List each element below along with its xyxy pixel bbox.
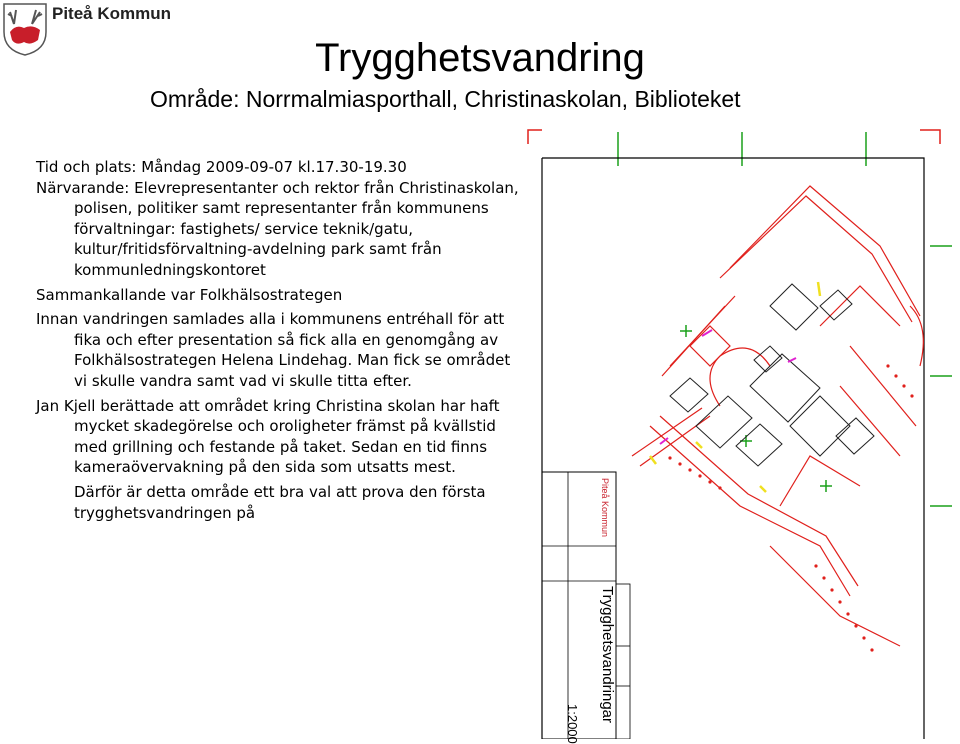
body-text <box>36 157 526 527</box>
conclusion-text: Därför är detta område ett bra val att prova den första trygghetsvandringen på <box>74 482 486 522</box>
org-name: Piteå Kommun <box>52 4 172 23</box>
title-block-scale: 1:2000 <box>565 704 580 744</box>
intro-text: Innan vandringen samlades alla i kommunens entréhall för att fika och efter presentation så fick alla en genomgång av Folkhälsostrategen Helena Lindehag. Man fick se området vi skulle vandra samt vad vi skulle titta efter. <box>36 310 511 390</box>
page-title: Trygghetsvandring <box>315 36 645 80</box>
title-block-title: Trygghetsvandringar <box>599 586 616 724</box>
area-map <box>520 126 960 744</box>
convener-text: Sammankallande var Folkhälsostrategen <box>36 285 343 304</box>
page-subtitle: Område: Norrmalmiasporthall, Christinaskolan, Biblioteket <box>150 86 741 112</box>
title-block-org: Piteå Kommun <box>600 478 610 538</box>
map-drawing <box>520 126 960 739</box>
present-text: Närvarande: Elevrepresentanter och rektor från Christinaskolan, polisen, politiker samt representanter från kommunens förvaltningar: fastighets/ service teknik/gatu, kultur/fritidsförvaltning-avdelning park samt från kommunledningskontoret <box>36 178 519 279</box>
jan-kjell-text: Jan Kjell berättade att området kring Christina skolan har haft mycket skadegörelse och oroligheter främst på kvällstid med grillning och festande på taket. Sedan en tid finns kameraövervakning på den sida som utsatts mest. <box>36 396 500 477</box>
time-place-text: Tid och plats: Måndag 2009-09-07 kl.17.30-19.30 <box>36 158 407 176</box>
